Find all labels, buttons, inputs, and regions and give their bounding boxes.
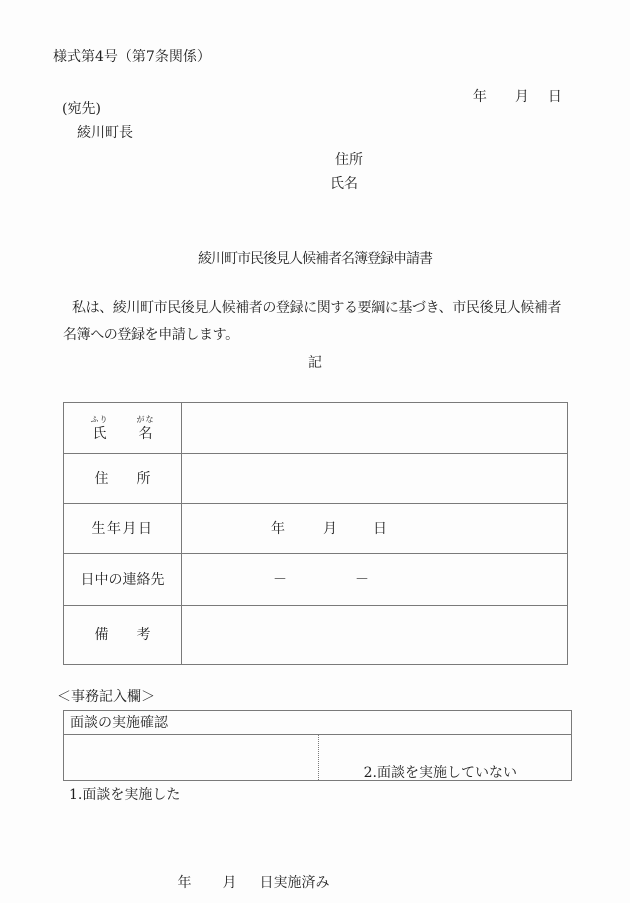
furigana-ruby-2: がな [136, 414, 155, 424]
birth-year-label: 年 [271, 520, 285, 537]
interview-option-1-label: 1.面談を実施した [69, 787, 181, 803]
address-row [64, 453, 567, 503]
birthdate-label-cell: 生年月日 [64, 504, 182, 553]
interview-table [63, 710, 572, 891]
birth-day-label: 日 [373, 520, 387, 537]
applicant-table [63, 402, 568, 665]
name-char-2-with-ruby [137, 416, 155, 441]
name-row [64, 403, 567, 453]
office-entry-label: ＜事務記入欄＞ [57, 689, 155, 705]
date-month-label: 月 [514, 89, 529, 105]
applicant-name-label: 氏名 [330, 176, 358, 192]
document-title: 綾川町市民後見人候補者名簿登録申請書 [198, 251, 432, 267]
birthdate-value-cell [182, 504, 567, 553]
interview-option-1-date [69, 850, 330, 903]
date-year-label: 年 [472, 89, 487, 105]
phone-dash-2: － [355, 571, 369, 588]
body-line-1: 私は、綾川町市民後見人候補者の登録に関する要綱に基づき、市民後見人候補者 [72, 300, 562, 316]
birthdate-row [64, 503, 567, 553]
addressee-label: (宛先) [62, 101, 101, 117]
interview-table-header: 面談の実施確認 [64, 711, 571, 735]
applicant-address-label: 住所 [335, 152, 363, 168]
remarks-row [64, 605, 567, 664]
daytime-contact-row [64, 553, 567, 605]
addressee-name: 綾川町長 [77, 125, 133, 141]
interview-day-done-label: 日実施済み [259, 875, 330, 891]
name-base-2: 名 [138, 425, 153, 442]
address-value-cell [182, 454, 567, 503]
address-label-cell: 住 所 [64, 454, 182, 503]
form-number: 様式第4号（第7条関係） [53, 49, 211, 65]
body-line-2: 名簿への登録を申請します。 [63, 327, 239, 343]
interview-month-label: 月 [222, 875, 237, 891]
note-marker: 記 [308, 355, 322, 371]
furigana-ruby-1: ふり [90, 414, 109, 424]
interview-option-2-cell [318, 735, 571, 780]
phone-dash-1: － [273, 571, 287, 588]
interview-option-1-cell [64, 735, 330, 891]
birth-month-label: 月 [323, 520, 337, 537]
remarks-value-cell [182, 606, 567, 664]
name-label-cell [64, 403, 182, 453]
name-value-cell [182, 403, 567, 453]
interview-option-2-label: 2.面談を実施していない [363, 765, 517, 781]
name-char-1-with-ruby [91, 416, 109, 441]
daytime-contact-label-cell: 日中の連絡先 [64, 554, 182, 605]
date-line [455, 76, 562, 118]
interview-year-label: 年 [177, 875, 192, 891]
name-base-1: 氏 [92, 425, 107, 442]
interview-options-row [64, 735, 571, 891]
remarks-label-cell: 備 考 [64, 606, 182, 664]
date-day-label: 日 [547, 89, 562, 105]
daytime-contact-value-cell [182, 554, 567, 605]
